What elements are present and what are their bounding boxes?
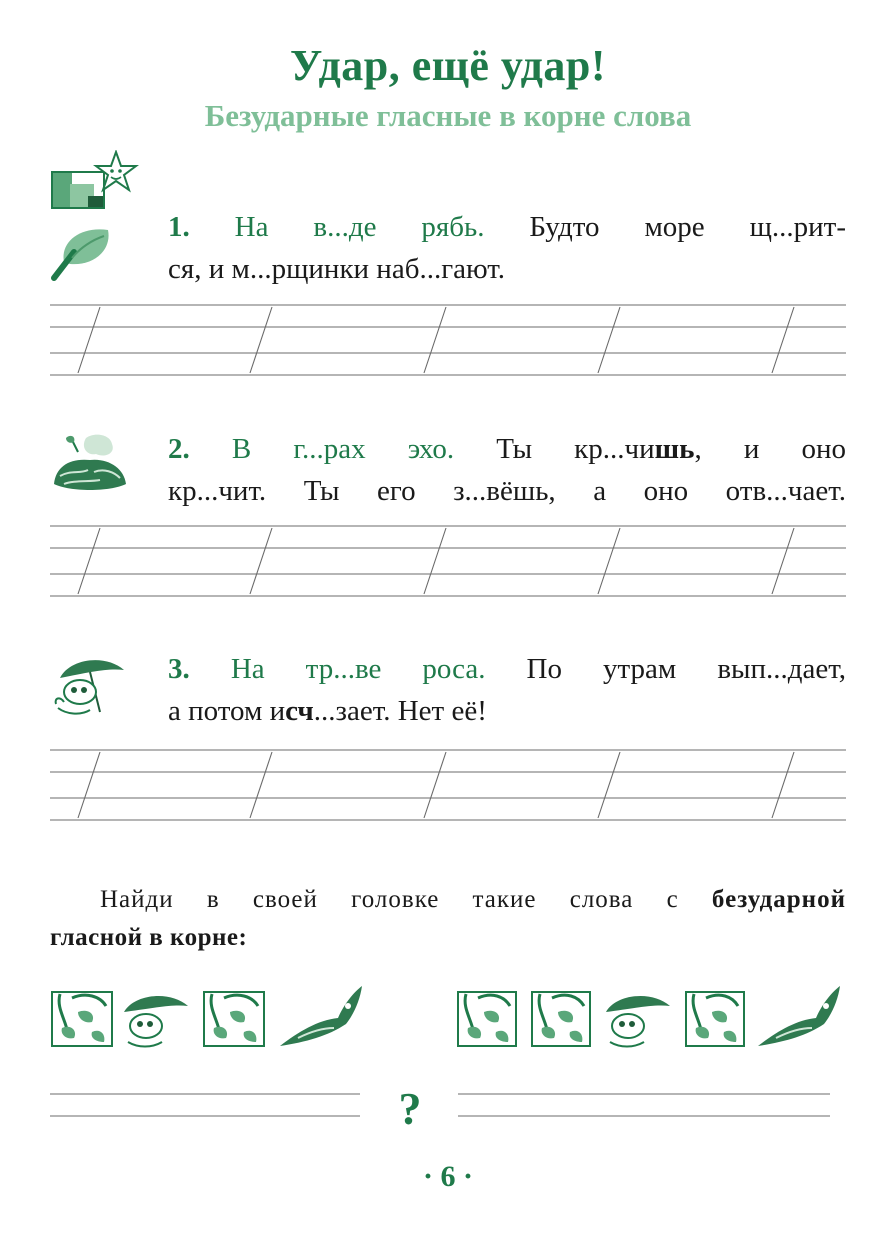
exercise-2 [168, 428, 846, 512]
bold-part: сч [285, 695, 314, 727]
root-letter-icon [532, 992, 590, 1046]
question-mark: ? [398, 1083, 422, 1134]
exercise-lead: На тр...ве роса. [230, 653, 486, 685]
answer-lines-left[interactable] [50, 1090, 360, 1127]
answer-lines-right[interactable] [458, 1090, 830, 1127]
writing-lines-3[interactable] [50, 748, 846, 822]
leaf-icon [50, 222, 116, 282]
exercise-text [496, 433, 846, 465]
bird-icon [758, 986, 840, 1046]
root-letter-icon [458, 992, 516, 1046]
exercise-text: По утрам вып...дает, [526, 653, 847, 685]
root-letter-icon [52, 992, 112, 1046]
exercise-number: 3. [168, 653, 190, 685]
leaf-illustration [50, 222, 116, 287]
exercise-2-line-2: кр...чит. Ты его з...вёшь, а оно отв...чает. [168, 475, 846, 507]
exercise-3 [168, 648, 846, 732]
task-text: Найди в своей головке такие слова с [100, 886, 679, 913]
umbrella-creature-icon [606, 996, 670, 1047]
exercise-number: 2. [168, 433, 190, 465]
task-bold-text: безударной [711, 886, 846, 913]
text-part: , и оно [694, 433, 846, 465]
building-blocks-icon [50, 150, 140, 212]
exercise-3-line-1 [168, 648, 846, 690]
star-icon [96, 152, 136, 190]
bold-part: шь [654, 433, 695, 465]
text-part: Ты кр...чи [496, 433, 655, 465]
word-scheme-left [48, 984, 368, 1059]
exercise-text: Будто море щ...рит- [529, 211, 847, 243]
exercise-2-line-1 [168, 428, 846, 470]
umbrella-creature-illustration [50, 652, 128, 727]
writing-lines-2[interactable] [50, 524, 846, 598]
page-number: · 6 · [422, 1160, 473, 1193]
root-letter-icon [204, 992, 264, 1046]
exercise-1-line-2: ся, и м...рщинки наб...гают. [168, 253, 505, 285]
page-subtitle: Безударные гласные в корне слова [204, 98, 692, 133]
writing-lines-1[interactable] [50, 303, 846, 377]
exercise-lead: В г...рах эхо. [231, 433, 455, 465]
exercise-lead: На в...де рябь. [234, 211, 485, 243]
mossy-rock-icon [50, 430, 130, 498]
exercise-3-line-2 [168, 690, 846, 732]
exercise-1 [168, 206, 846, 290]
text-part: ...зает. Нет её! [313, 695, 487, 727]
text-part: а потом и [168, 695, 286, 727]
root-letter-icon [686, 992, 744, 1046]
task-line-2: гласной в корне: [50, 924, 248, 951]
exercise-1-line-1 [168, 206, 846, 248]
blocks-star-illustration [50, 150, 140, 217]
page-title: Удар, ещё удар! [289, 41, 607, 90]
umbrella-creature-icon [50, 652, 128, 722]
umbrella-creature-icon [124, 996, 188, 1047]
rock-illustration [50, 430, 130, 503]
word-scheme-right [454, 984, 846, 1059]
exercise-number: 1. [168, 211, 190, 243]
task-line-1 [100, 882, 846, 918]
bird-icon [280, 986, 362, 1046]
